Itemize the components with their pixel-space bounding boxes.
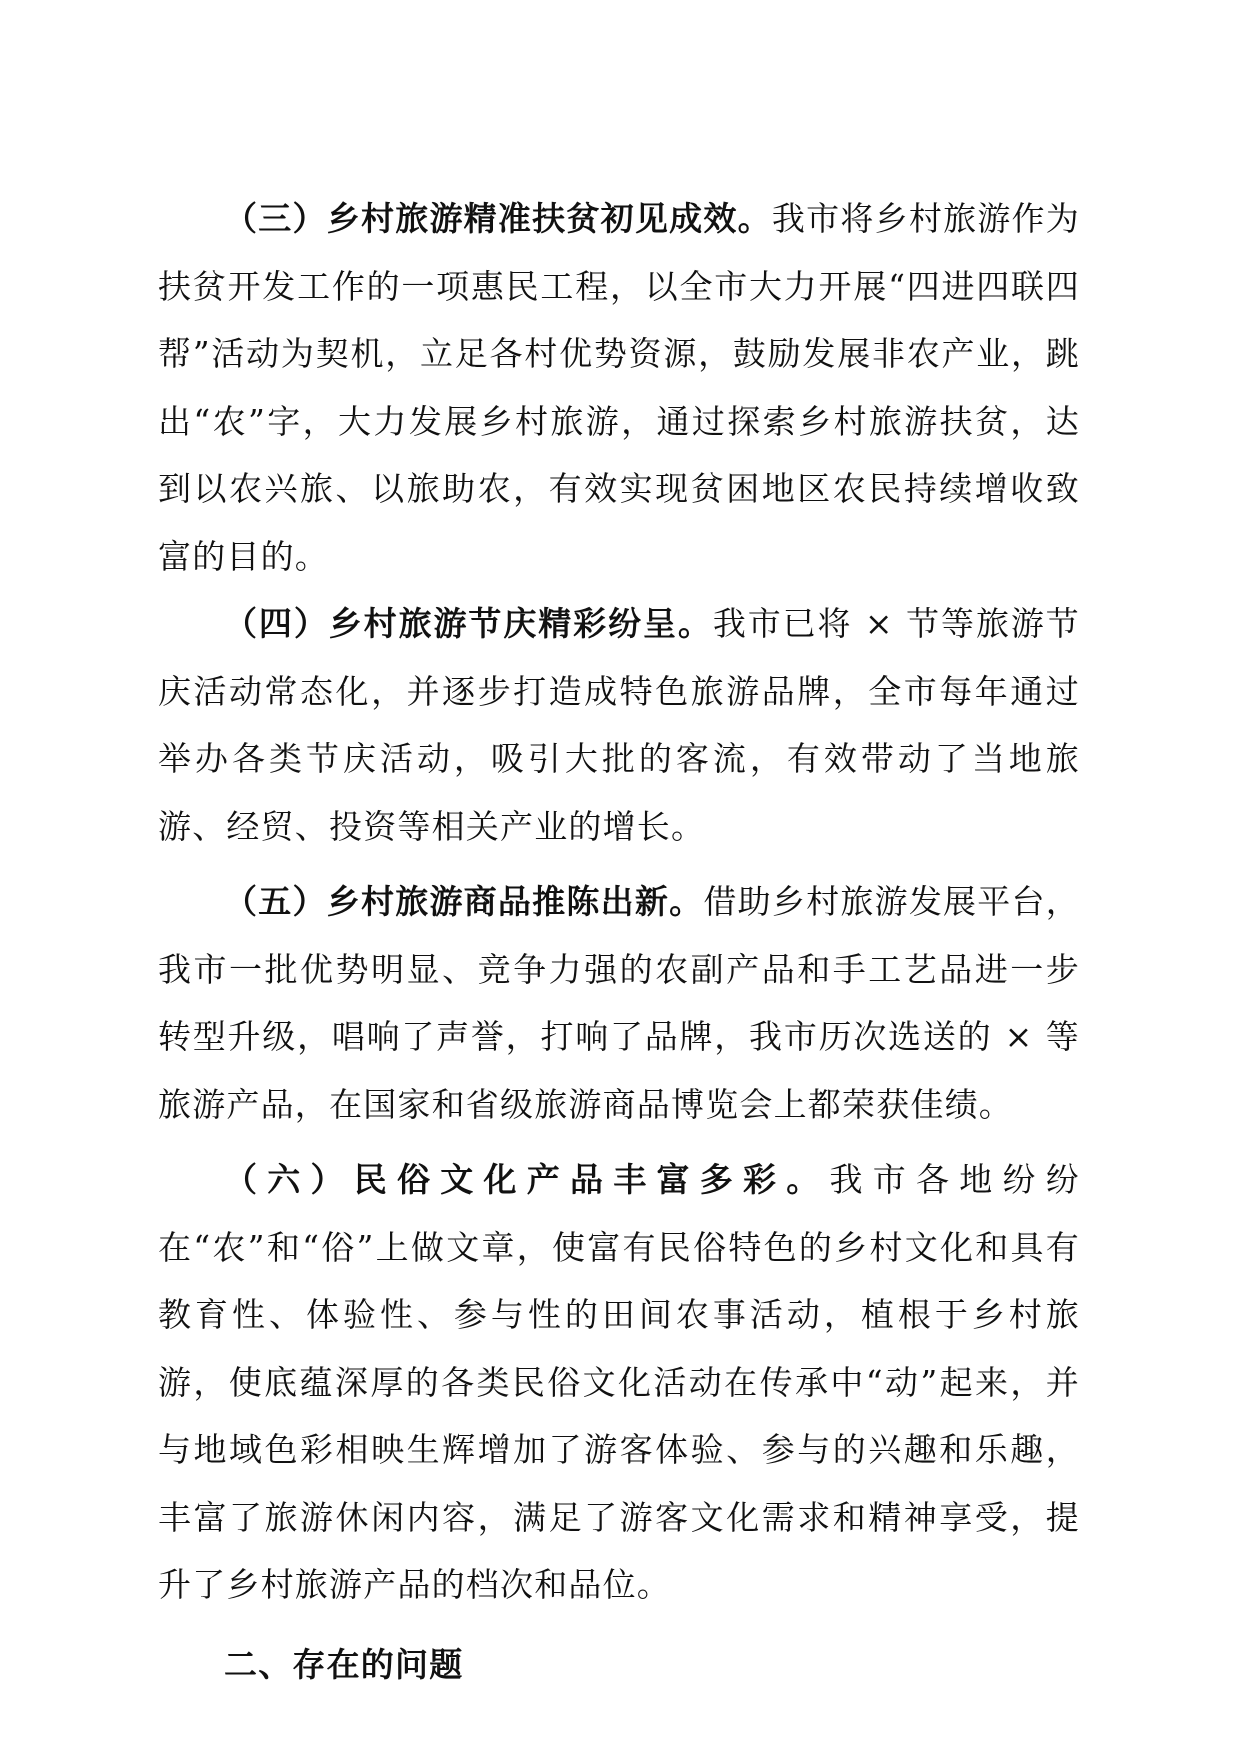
- paragraph-lead: （三）乡村旅游精准扶贫初见成效。: [224, 199, 772, 238]
- paragraph-spacer: [158, 1619, 1080, 1631]
- paragraph-poverty-alleviation: [158, 185, 1080, 590]
- paragraph-lead: （六）民俗文化产品丰富多彩。: [224, 1160, 830, 1199]
- paragraph-lead: （五）乡村旅游商品推陈出新。: [224, 882, 704, 921]
- document-body: [158, 185, 1080, 1698]
- section-heading: 二、存在的问题: [224, 1644, 464, 1684]
- paragraph-text: 我市已将 × 节等旅游节庆活动常态化，并逐步打造成特色旅游品牌，全市每年通过举办各类节庆活动，吸引大批的客流，有效带动了当地旅游、经贸、投资等相关产业的增长。: [158, 604, 1080, 846]
- paragraph-folk-culture: [158, 1146, 1080, 1619]
- paragraph-spacer: [158, 860, 1080, 868]
- paragraph-text: 借助乡村旅游发展平台，我市一批优势明显、竞争力强的农副产品和手工艺品进一步转型升级，唱响了声誉，打响了品牌，我市历次选送的 × 等旅游产品，在国家和省级旅游商品博览会上都荣获佳绩。: [158, 882, 1080, 1124]
- paragraph-text: 我市将乡村旅游作为扶贫开发工作的一项惠民工程，以全市大力开展“四进四联四帮”活动为契机，立足各村优势资源，鼓励发展非农产业，跳出“农”字，大力发展乡村旅游，通过探索乡村旅游扶贫，达到以农兴旅、以旅助农，有效实现贫困地区农民持续增收致富的目的。: [158, 199, 1080, 576]
- paragraph-festivals: [158, 590, 1080, 860]
- paragraph-lead: （四）乡村旅游节庆精彩纷呈。: [224, 604, 713, 643]
- paragraph-spacer: [158, 1138, 1080, 1146]
- paragraph-tourism-goods: [158, 868, 1080, 1138]
- paragraph-text: 我市各地纷纷在“农”和“俗”上做文章，使富有民俗特色的乡村文化和具有教育性、体验性、参与性的田间农事活动，植根于乡村旅游，使底蕴深厚的各类民俗文化活动在传承中“动”起来，并与地域色彩相映生辉增加了游客体验、参与的兴趣和乐趣，丰富了旅游休闲内容，满足了游客文化需求和精神享受，提升了乡村旅游产品的档次和品位。: [158, 1160, 1080, 1604]
